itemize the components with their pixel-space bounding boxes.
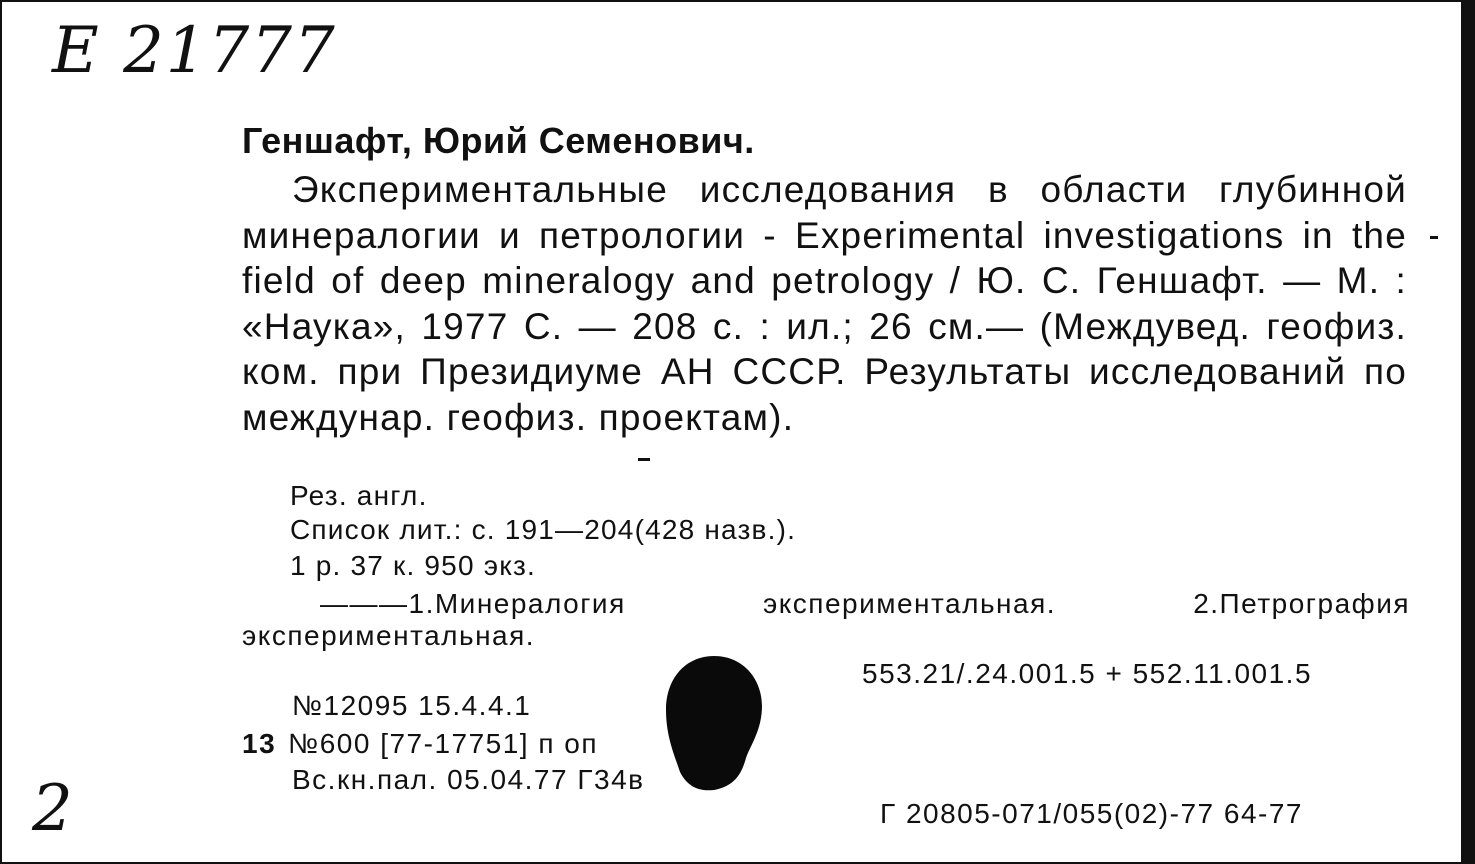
registry-line-2-text: №600 [77-17751] п оп (288, 728, 599, 759)
publisher-index: Г 20805-071/055(02)-77 64-77 (880, 798, 1303, 829)
author-heading: Геншафт, Юрий Семенович. (242, 120, 755, 161)
registry-line-2 (242, 728, 598, 760)
handwritten-number: 2 (32, 772, 73, 846)
subject-headings: ———1.Минералогия экспериментальная. 2.Петрография экспериментальная. (242, 588, 1410, 651)
summary-note: Рез. англ. (290, 480, 428, 511)
registry-line-1: №12095 15.4.4.1 (292, 690, 532, 721)
ink-blot (666, 654, 762, 794)
handwritten-catalog-code: E 21777 (52, 14, 337, 88)
bibliographic-description: Экспериментальные исследования в области глубинной минералогии и петрологии - Experimental investigations in the field of deep mineralogy and petrology / Ю. С. Геншафт. — М. : «Наука», 1977 С. — 208 с. : ил.; 26 см.— (Междувед. геофиз. ком. при Президиуме АН СССР. Результаты исследований по междунар. геофиз. проектам). (242, 169, 1407, 438)
udc-classification: 553.21/.24.001.5 + 552.11.001.5 (862, 658, 1313, 689)
bibliography-note: Список лит.: с. 191—204(428 назв.). (290, 514, 797, 545)
registry-line-3: Вс.кн.пал. 05.04.77 Г34в (292, 764, 645, 795)
stray-mark-right (1430, 236, 1438, 239)
stray-mark-middle (638, 458, 650, 461)
price-copies-note: 1 р. 37 к. 950 экз. (290, 550, 536, 581)
registry-prefix: 13 (242, 728, 277, 759)
